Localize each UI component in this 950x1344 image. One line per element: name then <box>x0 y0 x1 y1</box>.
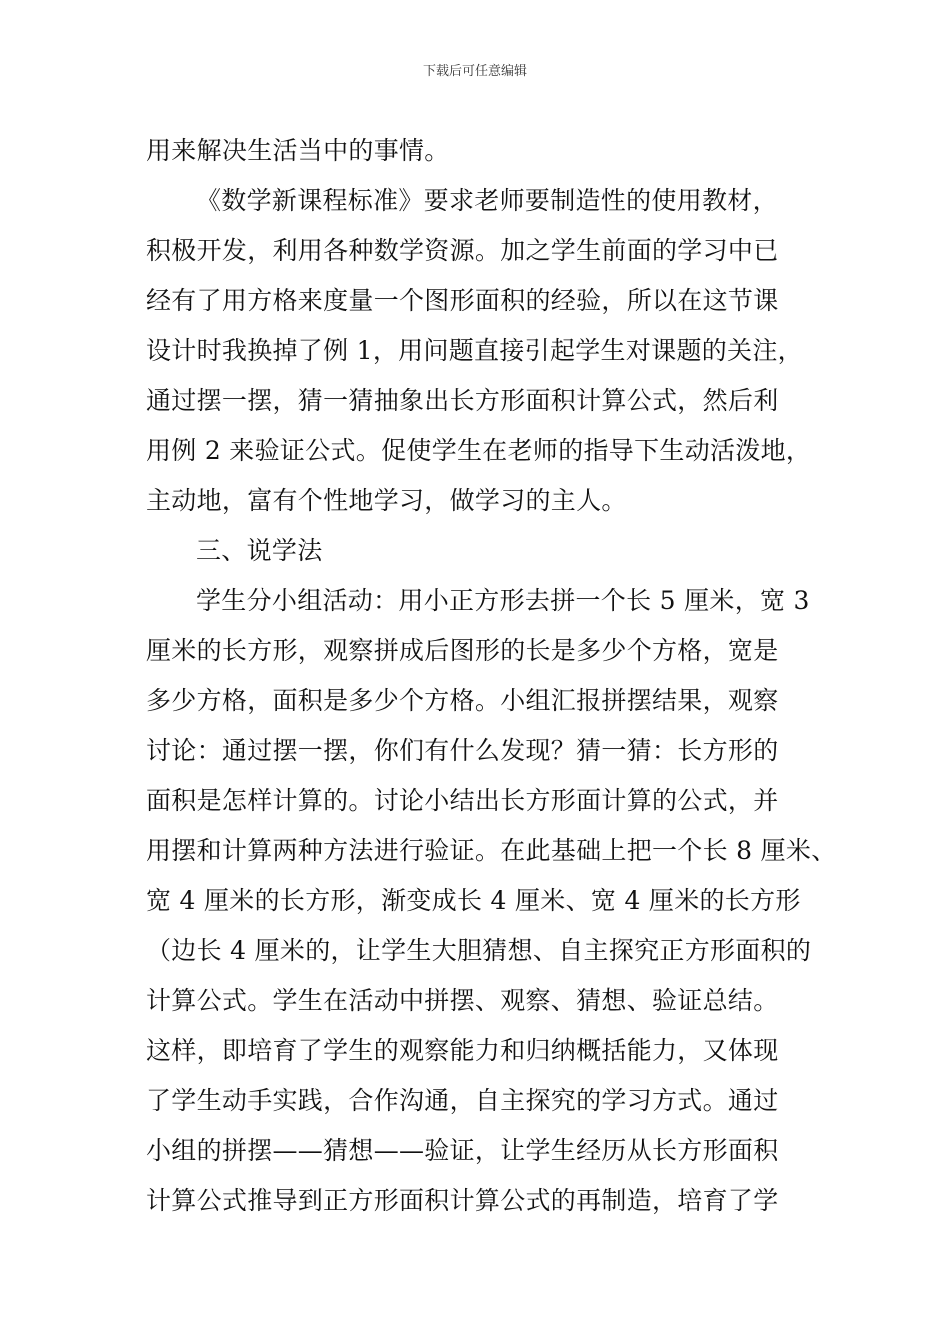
text-line: 主动地，富有个性地学习，做学习的主人。 <box>146 486 627 515</box>
page-header: 下载后可任意编辑 <box>422 64 527 79</box>
text-line: 用来解决生活当中的事情。 <box>146 136 450 165</box>
document-body <box>146 126 837 1226</box>
paragraph-start-line: 学生分小组活动：用小正方形去拼一个长 5 厘米，宽 3 <box>196 586 810 615</box>
text-line: 讨论：通过摆一摆，你们有什么发现？猜一猜：长方形的 <box>146 736 779 765</box>
text-line: 多少方格，面积是多少个方格。小组汇报拼摆结果，观察 <box>146 686 779 715</box>
section-heading: 三、说学法 <box>196 536 323 565</box>
text-line: 设计时我换掉了例 1，用问题直接引起学生对课题的关注， <box>146 336 803 365</box>
text-line: 面积是怎样计算的。讨论小结出长方形面计算的公式，并 <box>146 786 779 815</box>
text-line: 经有了用方格来度量一个图形面积的经验，所以在这节课 <box>146 286 779 315</box>
text-line: 通过摆一摆，猜一猜抽象出长方形面积计算公式，然后利 <box>146 386 779 415</box>
text-line: （边长 4 厘米的，让学生大胆猜想、自主探究正方形面积的 <box>146 936 812 965</box>
text-line: 这样，即培育了学生的观察能力和归纳概括能力，又体现 <box>146 1036 779 1065</box>
text-line: 宽 4 厘米的长方形，渐变成长 4 厘米、宽 4 厘米的长方形 <box>146 886 801 915</box>
text-line: 计算公式。学生在活动中拼摆、观察、猜想、验证总结。 <box>146 986 779 1015</box>
text-line: 了学生动手实践，合作沟通，自主探究的学习方式。通过 <box>146 1086 779 1115</box>
text-line: 厘米的长方形，观察拼成后图形的长是多少个方格，宽是 <box>146 636 779 665</box>
text-line: 计算公式推导到正方形面积计算公式的再制造，培育了学 <box>146 1186 779 1215</box>
text-line: 用摆和计算两种方法进行验证。在此基础上把一个长 8 厘米、 <box>146 836 837 865</box>
text-line: 积极开发，利用各种数学资源。加之学生前面的学习中已 <box>146 236 779 265</box>
paragraph-start-line: 《数学新课程标准》要求老师要制造性的使用教材， <box>196 186 778 215</box>
text-line: 小组的拼摆——猜想——验证，让学生经历从长方形面积 <box>146 1136 779 1165</box>
text-line: 用例 2 来验证公式。促使学生在老师的指导下生动活泼地， <box>146 436 812 465</box>
